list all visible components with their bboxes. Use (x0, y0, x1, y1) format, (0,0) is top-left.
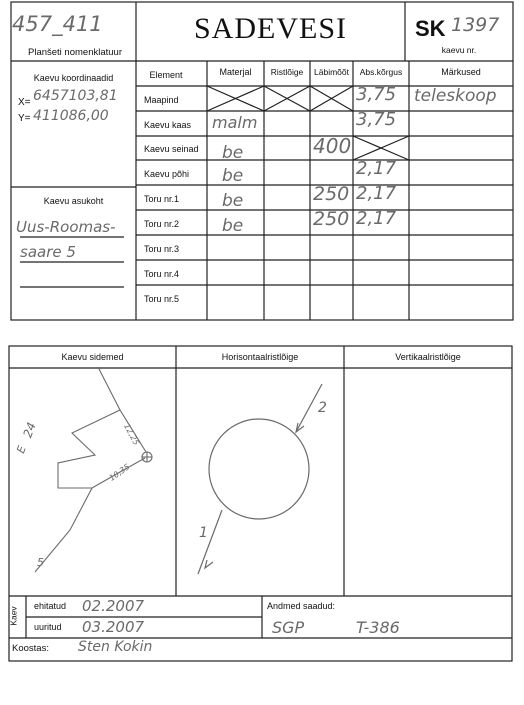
location-title: Kaevu asukoht (43, 196, 104, 206)
sketch-number-5: 5 (37, 556, 44, 569)
sketch-letter-e: E (14, 444, 29, 455)
row-label-kaevu-seinad: Kaevu seinad (144, 144, 199, 154)
sketch-number-24: 24 (20, 420, 39, 440)
maapind-markused: teleskoop (414, 86, 497, 106)
well-id-number: 1397 (451, 14, 500, 36)
col-header-markused: Märkused (441, 67, 481, 77)
location-line-2: saare 5 (20, 243, 76, 261)
horizontal-section-drawing (198, 384, 322, 574)
page-title: SADEVESI (193, 12, 347, 45)
coord-x-value: 6457103,81 (33, 88, 118, 104)
andmed-id: T-386 (356, 618, 400, 637)
ehitatud-value: 02.2007 (82, 597, 145, 615)
coord-y-label: Y= (18, 113, 31, 124)
horizontal-section-title: Horisontaalristlõige (221, 352, 299, 362)
koostas-signature: Sten Kokin (78, 639, 153, 655)
row-label-toru-3: Toru nr.3 (144, 244, 180, 254)
well-circle (209, 419, 309, 519)
koostas-label: Koostas: (12, 643, 49, 654)
location-line-1: Uus-Roomas- (16, 218, 116, 236)
toru1-labimoot: 250 (313, 183, 350, 205)
vertical-section-title: Vertikaalristlõige (395, 352, 461, 362)
coord-x-label: X= (18, 97, 31, 108)
pipe-label-2: 2 (318, 400, 327, 416)
uuritud-label: uuritud (34, 622, 62, 632)
toru2-labimoot: 250 (313, 208, 350, 230)
row-label-toru-4: Toru nr.4 (144, 269, 180, 279)
maapind-abs: 3,75 (356, 84, 397, 105)
seinad-materjal: be (222, 143, 244, 163)
pipe-label-1: 1 (199, 525, 208, 541)
row-label-kaevu-kaas: Kaevu kaas (144, 120, 192, 130)
andmed-label: Andmed saadud: (267, 601, 336, 611)
row-label-toru-2: Toru nr.2 (144, 219, 180, 229)
well-id-prefix: SK (415, 16, 446, 41)
connections-sketch (35, 367, 152, 572)
row-label-toru-5: Toru nr.5 (144, 294, 180, 304)
well-side-label: Kaev (8, 606, 19, 626)
sketch-distance-b: 10,35 (107, 462, 132, 483)
sketch-distance-a: 12,25 (122, 422, 141, 447)
toru1-materjal: be (222, 191, 244, 211)
ehitatud-label: ehitatud (34, 601, 67, 611)
col-header-materjal: Materjal (219, 67, 252, 77)
col-header-abs: Abs.kõrgus (359, 67, 403, 77)
col-header-ristloige: Ristlõige (270, 67, 304, 77)
row-label-kaevu-pohi: Kaevu põhi (144, 169, 190, 179)
kaas-materjal: malm (212, 113, 258, 132)
toru2-abs: 2,17 (356, 208, 397, 229)
pohi-materjal: be (222, 166, 244, 186)
pohi-abs: 2,17 (356, 158, 397, 179)
coords-title: Kaevu koordinaadid (33, 73, 114, 83)
nomenclature-label: Planšeti nomenklatuur (28, 47, 122, 58)
toru1-abs: 2,17 (356, 183, 397, 204)
nomenclature-value: 457_411 (12, 12, 103, 36)
kaas-abs: 3,75 (356, 109, 397, 130)
andmed-source: SGP (272, 618, 305, 637)
uuritud-value: 03.2007 (82, 618, 145, 636)
row-label-maapind: Maapind (144, 95, 179, 105)
toru2-materjal: be (222, 216, 244, 236)
col-header-labimoot: Läbimõõt (314, 67, 349, 77)
col-header-element: Element (149, 70, 183, 80)
well-id-label: kaevu nr. (441, 45, 477, 55)
row-label-toru-1: Toru nr.1 (144, 194, 180, 204)
sidemed-title: Kaevu sidemed (61, 352, 124, 362)
coord-y-value: 411086,00 (33, 108, 109, 124)
seinad-labimoot: 400 (313, 134, 352, 158)
